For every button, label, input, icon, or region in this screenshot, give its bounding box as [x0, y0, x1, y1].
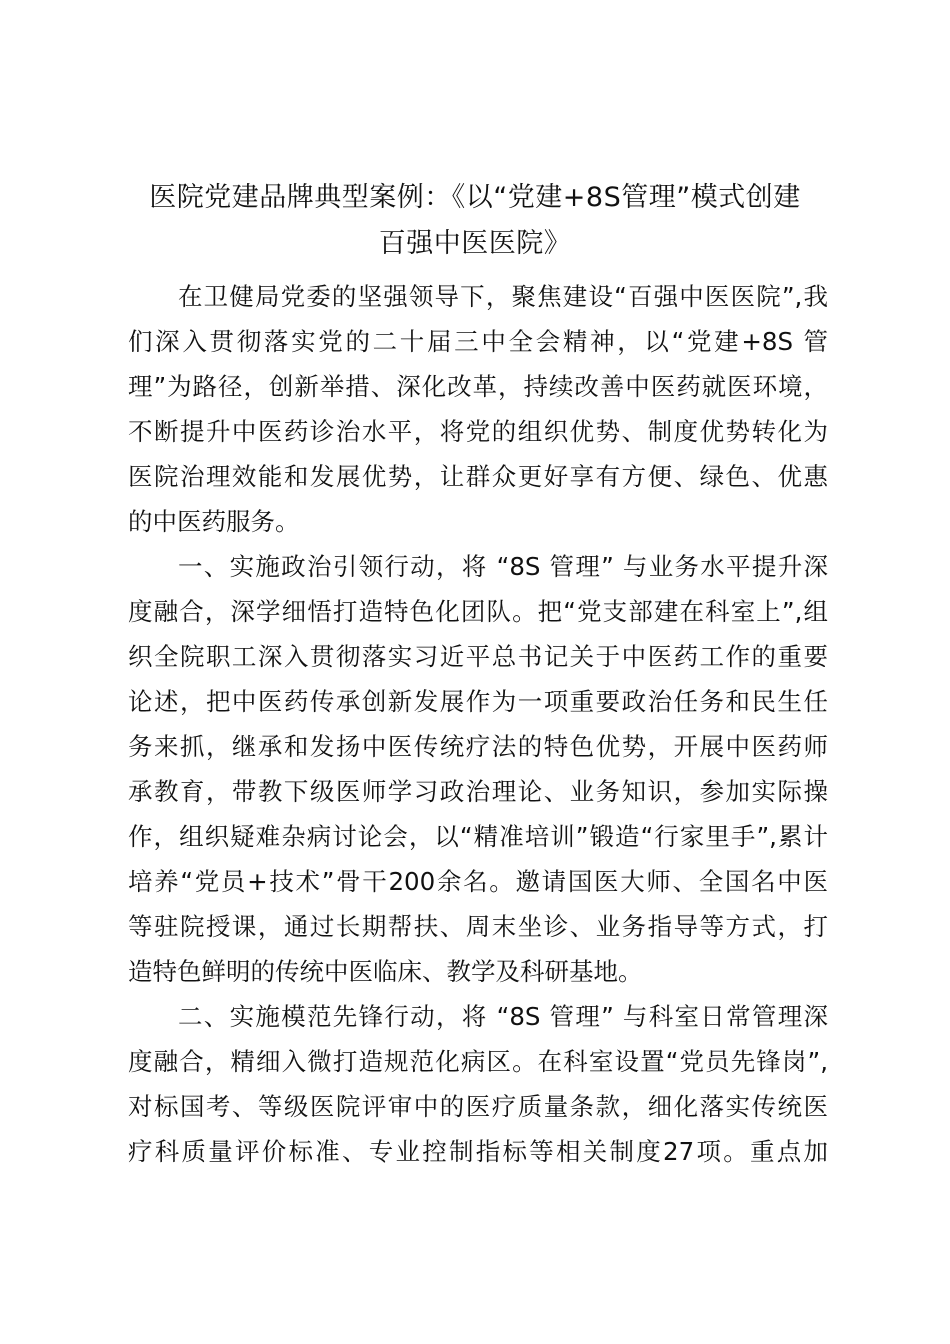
document-title-line-1: 医院党建品牌典型案例：《以“党建+8S管理”模式创建	[149, 182, 801, 213]
paragraph-1-line-4: 不断提升中医药诊治水平，将党的组织优势、制度优势转化为	[128, 417, 828, 446]
paragraph-2-line-4: 论述，把中医药传承创新发展作为一项重要政治任务和民生任	[128, 687, 828, 716]
paragraph-2-line-3: 织全院职工深入贯彻落实习近平总书记关于中医药工作的重要	[128, 642, 828, 671]
paragraph-2-line-1: 一、实施政治引领行动，将 “8S 管理” 与业务水平提升深	[178, 552, 828, 581]
paragraph-2-line-6: 承教育，带教下级医师学习政治理论、业务知识，参加实际操	[128, 777, 828, 806]
paragraph-2-line-2: 度融合，深学细悟打造特色化团队。把“党支部建在科室上”,组	[128, 597, 828, 626]
paragraph-2-line-9: 等驻院授课，通过长期帮扶、周末坐诊、业务指导等方式，打	[128, 912, 828, 941]
paragraph-2-line-8: 培养“党员+技术”骨干200余名。邀请国医大师、全国名中医	[128, 867, 828, 896]
paragraph-3-line-1: 二、实施模范先锋行动，将 “8S 管理” 与科室日常管理深	[178, 1002, 828, 1031]
document-title-line-2: 百强中医医院》	[378, 228, 572, 259]
paragraph-3-line-4: 疗科质量评价标准、专业控制指标等相关制度27项。重点加	[128, 1137, 828, 1166]
paragraph-3-line-2: 度融合，精细入微打造规范化病区。在科室设置“党员先锋岗”,	[128, 1047, 828, 1076]
paragraph-1-line-1: 在卫健局党委的坚强领导下，聚焦建设“百强中医医院”,我	[178, 282, 828, 311]
paragraph-1-line-6: 的中医药服务。	[128, 507, 300, 536]
paragraph-2-line-10: 造特色鲜明的传统中医临床、教学及科研基地。	[128, 957, 643, 986]
paragraph-2-line-7: 作，组织疑难杂病讨论会，以“精准培训”锻造“行家里手”,累计	[128, 822, 828, 851]
paragraph-2-line-5: 务来抓，继承和发扬中医传统疗法的特色优势，开展中医药师	[128, 732, 828, 761]
paragraph-1-line-5: 医院治理效能和发展优势，让群众更好享有方便、绿色、优惠	[128, 462, 828, 491]
paragraph-1-line-3: 理”为路径，创新举措、深化改革，持续改善中医药就医环境，	[128, 372, 828, 401]
paragraph-3-line-3: 对标国考、等级医院评审中的医疗质量条款，细化落实传统医	[128, 1092, 828, 1121]
paragraph-1-line-2: 们深入贯彻落实党的二十届三中全会精神，以“党建+8S 管	[128, 327, 828, 356]
